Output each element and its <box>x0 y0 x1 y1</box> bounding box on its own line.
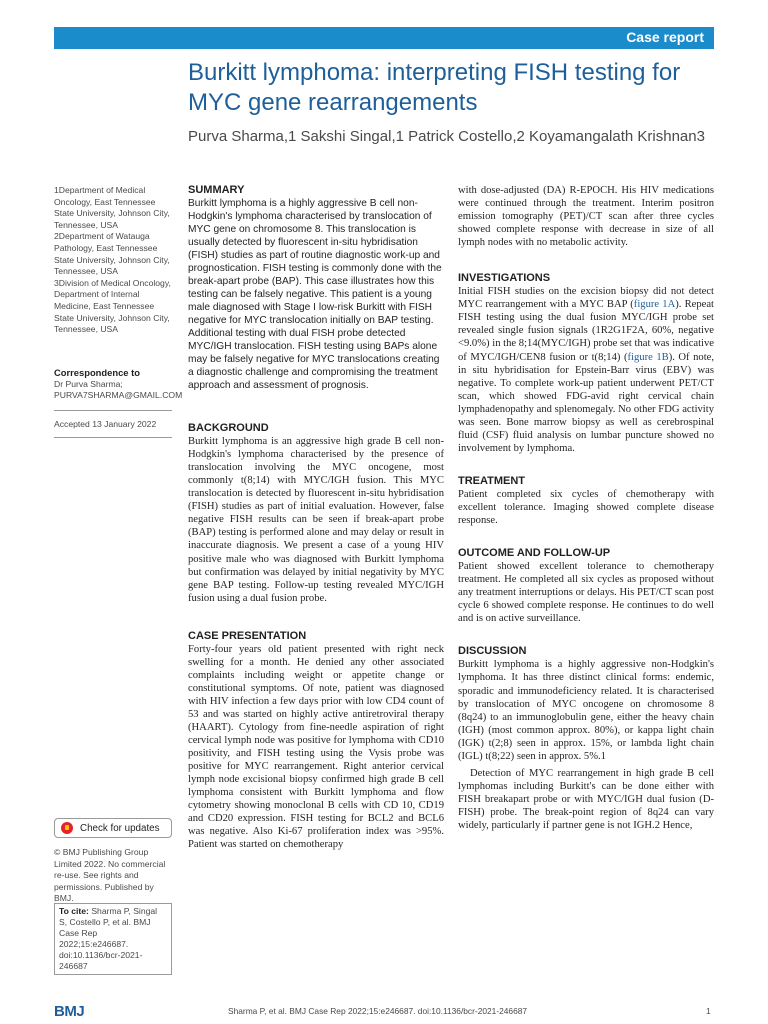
outcome-heading: OUTCOME AND FOLLOW-UP <box>458 547 611 560</box>
investigations-text-part: ). Of note, in situ hybridisation for Epstein-Barr virus (EBV) was negative. To complete work-up patient underwent PET/CT scan, which showed FDG-avid right cervical chain lymphadenopathy and splenomegaly. No other FDG activity was seen. Bone marrow biopsy as well as cerebrospinal fluid (CSF) fluid analysis on lumbar puncture showed no involvement by lymphoma. <box>458 351 715 454</box>
accepted-date: Accepted 13 January 2022 <box>54 419 157 429</box>
case-presentation-heading: CASE PRESENTATION <box>188 629 307 642</box>
discussion-paragraph-2: Detection of MYC rearrangement in high grade B cell lymphomas including Burkitt's can be done either with FISH breakapart probe or with MYC/IGH dual fusion (D-FISH) probe. The break-point region of 8q24 can vary widely, particularly if partner gene is not IGH.2 Hence, <box>458 767 714 831</box>
discussion-heading: DISCUSSION <box>458 645 527 658</box>
correspondence-email[interactable]: PURVA7SHARMA@GMAIL.COM <box>54 390 183 401</box>
check-updates-label: Check for updates <box>80 823 160 834</box>
citation-text: Sharma P, Singal S, Costello P, et al. BMJ Case Rep 2022;15:e246687. doi:10.1136/bcr-2021-246687 <box>59 906 158 971</box>
article-title: Burkitt lymphoma: interpreting FISH testing for MYC gene rearrangements <box>188 59 681 116</box>
investigations-text-part: ). Repeat FISH testing using the dual fusion MYC/IGH probe set revealed single fusion signals (1R2G1F2A, 60%, negative <9.0%) in the 8;14(MYC/IGH) probe set that was indicative of MYC/IGH/CEN8 fusion or t(8;14) ( <box>458 299 714 363</box>
affiliations <box>54 185 172 336</box>
divider <box>54 410 172 411</box>
author-list: Purva Sharma,1 Sakshi Singal,1 Patrick Costello,2 Koyamangalath Krishnan3 <box>188 128 705 145</box>
footer-citation: Sharma P, et al. BMJ Case Rep 2022;15:e246687. doi:10.1136/bcr-2021-246687 <box>228 1006 528 1016</box>
bmj-logo: BMJ <box>54 1003 85 1020</box>
figure-1a-link[interactable]: figure 1A <box>633 299 676 311</box>
background-heading: BACKGROUND <box>188 422 269 435</box>
discussion-paragraph-1: Burkitt lymphoma is a highly aggressive non-Hodgkin's lymphoma. It has three distinct clinical forms: endemic, sporadic and immunodeficiency related. It is characterised by translocation of MYC oncogene on chromosome 8 (8q24) to an immunoglobulin gene, either the heavy chain (IGH) (most common approx. 80%), or kappa light chain (IGK) t(2;8) seen in approx. 15%, or lambda light chain (IGL) t(8;22) seen in approx. 5%.1 <box>458 659 714 762</box>
figure-1b-link[interactable]: figure 1B <box>627 351 669 363</box>
article-type-label: Case report <box>626 29 704 45</box>
header-band <box>54 27 714 49</box>
citation-label: To cite: <box>59 906 89 916</box>
summary-heading: SUMMARY <box>188 184 245 196</box>
crossmark-icon <box>61 822 73 834</box>
affiliation-2: 2Department of Watauga Pathology, East Tennessee State University, Johnson City, Tennessee, USA <box>54 231 170 277</box>
correspondence-heading: Correspondence to <box>54 367 140 378</box>
case-presentation-text: Forty-four years old patient presented with right neck swelling for a month. He denied any other associated complaints including weight or appetite change or constitutional symptoms. Of note, patient was diagnosed with HIV infection a few days prior with low CD4 count of 53 and was started on highly active antiretroviral therapy (HAART). Cytology from fine-needle aspiration of right cervical lymph node was positive for lymphoma with CD10 positivity, and FISH testing using the Vysis probe was positive for MYC rearrangement. Right anterior cervical lymph node excisional biopsy confirmed high grade B cell lymphoma consistent with Burkitt lymphoma and flow cytometry showing monoclonal B cells with CD 10, CD19 and CD20 expression. FISH testing for BCL2 and BCL6 was negative. Also Ki-67 proliferation index was >95%. Patient was started on chemotherapy <box>188 643 444 851</box>
investigations-text-part: Initial FISH studies on the excision biopsy did not detect MYC rearrangement with a MYC BAP ( <box>458 286 714 311</box>
investigations-text <box>458 285 714 455</box>
summary-text: Burkitt lymphoma is a highly aggressive B cell non-Hodgkin's lymphoma characterised by translocation of MYC gene on chromosome 8. This translocation is usually detected by fluorescent in-situ hybridisation (FISH) studies as part of routine diagnostic work-up and prognostication. FISH testing is commonly done with the break-apart probe (BAP). This case illustrates how this testing can be falsely negative. This patient is a young male diagnosed with Stage I low-risk Burkitt with FISH negative for MYC translocation initially on BAP testing. Additional testing with dual FISH probe detected MYC/IGH translocation. FISH testing using BAPs alone may be falsely negative for MYC translocations creating a diagnostic challenge and compromising the treatment approach and assessment of prognosis. <box>188 198 442 392</box>
correspondence <box>54 367 183 402</box>
affiliation-1: 1Department of Medical Oncology, East Tennessee State University, Johnson City, Tennessee, USA <box>54 185 170 230</box>
left-column <box>188 184 444 852</box>
check-updates-button[interactable] <box>54 818 172 838</box>
divider <box>54 437 172 438</box>
right-column <box>458 184 714 832</box>
treatment-heading: TREATMENT <box>458 474 526 487</box>
treatment-continuation-text: with dose-adjusted (DA) R-EPOCH. His HIV medications were continued through the treatment. Interim positron emission tomography (PET)/CT scan after three cycles showed complete response with decrease in size of all lymph nodes with no metabolic activity. <box>458 185 714 249</box>
outcome-text: Patient showed excellent tolerance to chemotherapy treatment. He completed all six cycles as proposed without any treatment interruptions or delays. His PET/CT scan post cycle 6 showed complete response. He continues to do well and is on active surveillance. <box>458 561 714 625</box>
page-number: 1 <box>706 1006 711 1016</box>
correspondence-name: Dr Purva Sharma; <box>54 378 123 389</box>
background-text: Burkitt lymphoma is an aggressive high grade B cell non-Hodgkin's lymphoma characterised by the presence of translocation involving the MYC oncogene, most commonly t(8;14) with MYC/IGH fusion. This MYC translocation is detected by fluorescent in-situ hybridisation (FISH) studies as part of initial evaluation. However, false negative FISH results can be seen if break-apart probe (BAP) testing is performed alone and may delay or result in inaccurate diagnosis. We present a case of a young HIV positive male who was diagnosed with Burkitt lymphoma but confirmation was delayed by initial negativity by MYC gene BAP testing. Follow-up testing revealed MYC/IGH fusion using a dual fusion probe. <box>188 436 444 604</box>
investigations-heading: INVESTIGATIONS <box>458 272 551 285</box>
citation-box <box>54 903 172 975</box>
copyright-notice: © BMJ Publishing Group Limited 2022. No commercial re-use. See rights and permissions. Published by BMJ. <box>54 847 166 904</box>
affiliation-3: 3Division of Medical Oncology, Department of Internal Medicine, East Tennessee State University, Johnson City, Tennessee, USA <box>54 277 171 335</box>
treatment-text: Patient completed six cycles of chemotherapy with excellent tolerance. Imaging showed complete disease response. <box>458 488 714 527</box>
